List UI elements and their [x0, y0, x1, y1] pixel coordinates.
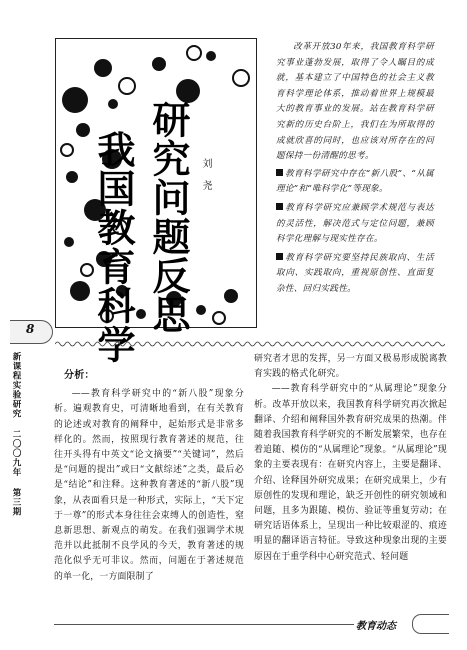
author-name: 刘尧	[200, 158, 211, 202]
decor-dot	[224, 289, 238, 303]
body-paragraph-continued: 研究者才思的发挥，另一方面又极易形成脱离教育实践的格式化研究。	[254, 354, 447, 380]
page-number: 8	[26, 322, 35, 336]
key-points	[276, 167, 434, 298]
bullet-square-icon	[276, 169, 283, 176]
decor-dot	[70, 281, 90, 301]
footer-tab	[412, 614, 449, 634]
decor-dot	[196, 305, 206, 315]
section-heading: 分析：	[64, 370, 95, 381]
body-column-right	[254, 352, 447, 565]
decor-ring	[186, 45, 202, 61]
body-paragraph: ——教育科学研究中的“从属理论”现象分析。改革开放以来，我国教育科学研究再次掀起翻译、介绍和阐释国外教育研究成果的热潮。伴随着我国教育科学研究的不断发展繁荣，也存在着追随、模仿的“从属理论”现象。“从属理论”现象的主要表现有：在研究内容上，主要是翻译、介绍、诠释国外研究成果；在研究成果上，少有原创性的发现和理论，缺乏开创性的研究领域和问题，且多为跟随、模仿、验证等重复劳动；在研究话语体系上，呈现出一种比较艰涩的、痕迹明显的翻译语言特征。导致这种现象出现的主要原因在于重学科中心研究范式、轻问题	[254, 384, 447, 562]
abstract-paragraph: 改革开放30年来，我国教育科学研究事业蓬勃发展，取得了令人瞩目的成就，基本建立了中国特色的社会主义教育科学理论体系，推动着世界上规模最大的教育事业的发展。站在教育科学研究新的历史台阶上，我们在为所取得的成就欣喜的同时，也应该对所存在的问题保持一份清醒的思考。	[276, 42, 434, 162]
decor-dot	[152, 57, 166, 71]
decor-dot	[206, 51, 216, 61]
key-point: 教育科学研究应兼顾学术规范与表达的灵活性，解决范式与定位问题，兼顾科学化理解与现实性存在。	[276, 202, 434, 245]
footer-rule	[54, 624, 354, 625]
decor-dot	[136, 309, 146, 319]
decor-ring	[60, 143, 74, 157]
decor-dot	[76, 123, 90, 137]
abstract	[276, 40, 434, 301]
decor-dot	[108, 99, 118, 109]
bullet-square-icon	[276, 253, 283, 260]
decor-ring	[212, 311, 226, 325]
article-subtitle: 研究问题反思	[146, 100, 190, 334]
key-point: 教育科学研究要坚持民族取向、生活取向、实践取向，重视原创性、直面复杂性、回归实践性。	[276, 252, 434, 294]
key-point: 教育科学研究中存在“新八股”、“从属理论”和“唯科学化”等现象。	[276, 168, 434, 195]
decor-ring	[232, 69, 250, 87]
journal-side-label: 新课程实验研究 二〇〇九年 第三期	[11, 352, 21, 517]
wavy-separator	[55, 340, 445, 348]
decor-ring	[118, 77, 136, 95]
article-title: 我国教育科学	[91, 130, 135, 364]
decor-dot	[62, 87, 88, 113]
footer-section-name: 教育动态	[356, 621, 396, 632]
bullet-square-icon	[276, 203, 283, 210]
decor-dot	[66, 171, 78, 183]
body-paragraph: ——教育科学研究中的“新八股”现象分析。遍观教育史，可清晰地看到，在有关教育的论述或对教育的阐释中，起始形式是非常多样化的。然而，按照现行教育著述的规范，往往开头得有中英文“论文摘要”“关键词”，然后是“问题的提出”或曰“文献综述”之类，最后必是“结论”和注释。这种教育著述的“新八股”现象，从表面看只是一种形式，实际上，“天下定于一尊”的形式本身往往会束缚人的创造性，窒息新思想、新观点的萌发。在我们强调学术规范并以此抵制不良学风的今天，教育著述的规范化似乎无可非议。然而，问题在于著述规范的单一化，一方面限制了	[54, 389, 244, 582]
decor-dot	[64, 237, 74, 247]
decor-dot	[94, 59, 112, 77]
body-column-left	[54, 368, 244, 585]
